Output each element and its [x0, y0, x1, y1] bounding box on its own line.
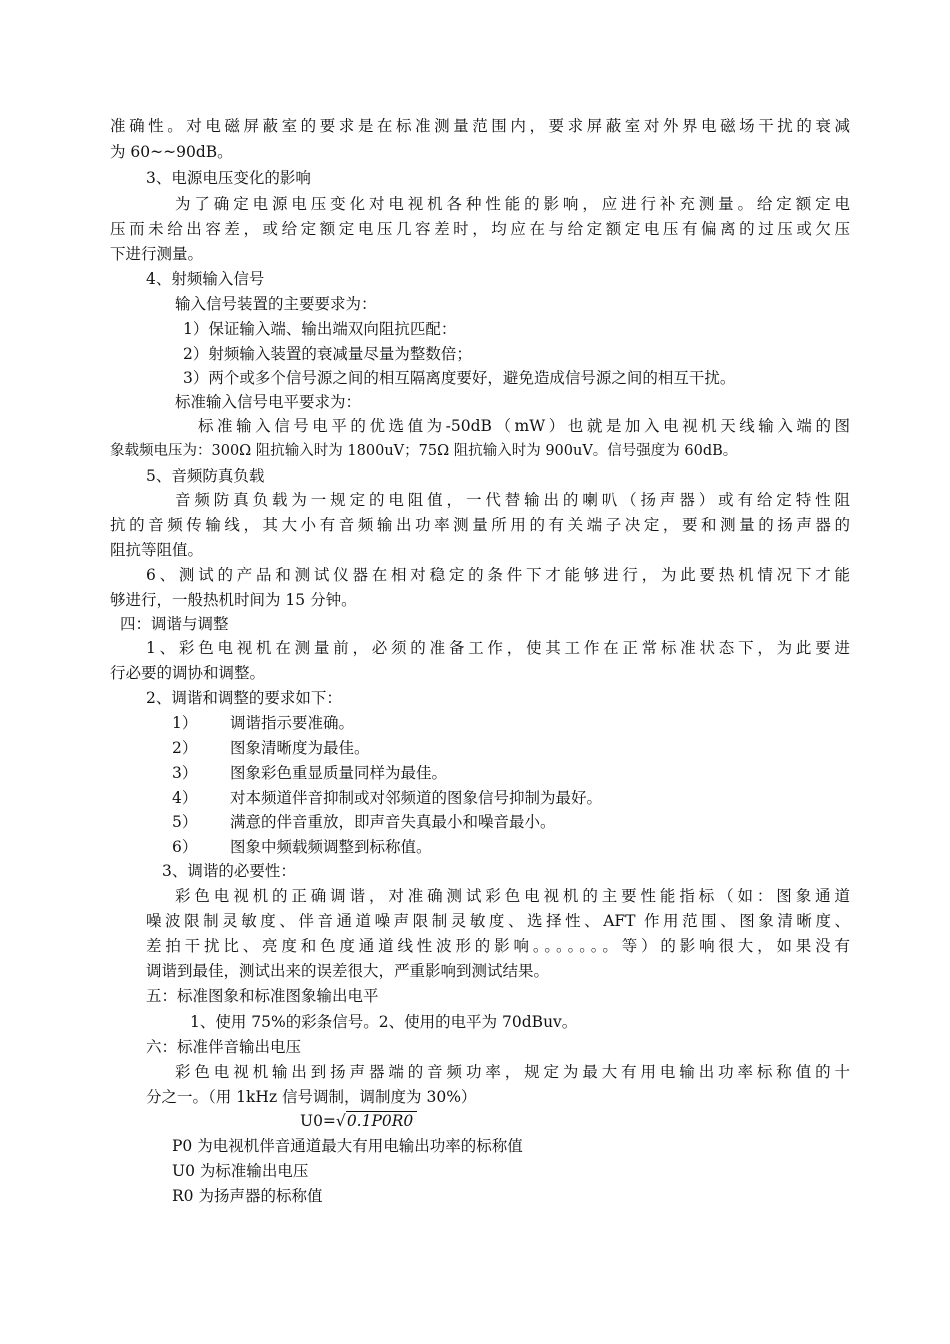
text-line: P0 为电视机伴音通道最大有用电输出功率的标称值 [172, 1137, 523, 1155]
text-line: 调谐到最佳，测试出来的误差很大，严重影响到测试结果。 [146, 962, 550, 980]
formula-radicand: 0.1P0R0 [346, 1111, 417, 1130]
formula-lhs: U0= [300, 1112, 336, 1130]
text-line: 准确性。对电磁屏蔽室的要求是在标准测量范围内，要求屏蔽室对外界电磁场干扰的衰减 [110, 117, 850, 135]
text-line: 象载频电压为：300Ω 阻抗输入时为 1800uV；75Ω 阻抗输入时为 900uV。信号强度为 60dB。 [110, 443, 738, 459]
list-item: 1）保证输入端、输出端双向阻抗匹配： [183, 320, 457, 338]
section-heading: 3、电源电压变化的影响 [146, 169, 311, 187]
list-item: 2） 图象清晰度为最佳。 [172, 739, 370, 757]
text-line: 下进行测量。 [110, 245, 204, 263]
text-line: 1、使用 75%的彩条信号。2、使用的电平为 70dBuv。 [190, 1013, 578, 1031]
list-item: 1） 调谐指示要准确。 [172, 714, 355, 732]
section-heading: 4、射频输入信号 [146, 270, 265, 288]
list-item: 5） 满意的伴音重放，即声音失真最小和噪音最小。 [172, 813, 556, 831]
text-line: 差拍干扰比、亮度和色度通道线性波形的影响。。。。。。。等）的影响很大，如果没有 [146, 937, 850, 955]
text-line: 2、调谐和调整的要求如下： [146, 689, 342, 707]
text-line: 标准输入信号电平要求为： [175, 393, 362, 411]
text-line: 音频防真负载为一规定的电阻值，一代替输出的喇叭（扬声器）或有给定特性阻 [175, 491, 850, 509]
text-line: 彩色电视机的正确调谐，对准确测试彩色电视机的主要性能指标（如：图象通道 [175, 887, 850, 905]
list-item: 3）两个或多个信号源之间的相互隔离度要好，避免造成信号源之间的相互干扰。 [183, 369, 736, 387]
list-item: 6） 图象中频载频调整到标称值。 [172, 838, 432, 856]
section-heading: 四：调谐与调整 [120, 615, 229, 633]
list-item: 3） 图象彩色重显质量同样为最佳。 [172, 764, 448, 782]
text-line: 6、测试的产品和测试仪器在相对稳定的条件下才能够进行，为此要热机情况下才能 [146, 566, 850, 584]
section-heading: 六：标准伴音输出电压 [146, 1038, 302, 1056]
text-line: 彩色电视机输出到扬声器端的音频功率，规定为最大有用电输出功率标称值的十 [175, 1063, 850, 1081]
text-line: 抗的音频传输线，其大小有音频输出功率测量所用的有关端子决定，要和测量的扬声器的 [110, 516, 850, 534]
formula [300, 1109, 417, 1133]
section-heading: 5、音频防真负载 [146, 467, 265, 485]
text-line: 输入信号装置的主要要求为： [175, 295, 377, 313]
text-line: 阻抗等阻值。 [110, 541, 204, 559]
section-heading: 五：标准图象和标准图象输出电平 [146, 987, 379, 1005]
text-line: 1、彩色电视机在测量前，必须的准备工作，使其工作在正常标准状态下，为此要进 [146, 639, 850, 657]
text-line: U0 为标准输出电压 [172, 1162, 309, 1180]
text-line: 噪波限制灵敏度、伴音通道噪声限制灵敏度、选择性、AFT 作用范围、图象清晰度、 [146, 912, 850, 930]
text-line: 为了确定电源电压变化对电视机各种性能的影响，应进行补充测量。给定额定电 [175, 195, 850, 213]
text-line: 分之一。（用 1kHz 信号调制，调制度为 30%） [146, 1088, 477, 1106]
text-line: R0 为扬声器的标称值 [172, 1187, 323, 1205]
list-item: 4） 对本频道伴音抑制或对邻频道的图象信号抑制为最好。 [172, 789, 603, 807]
text-line: 3、调谐的必要性： [162, 862, 296, 880]
list-item: 2）射频输入装置的衰减量尽量为整数倍； [183, 345, 472, 363]
text-line: 压而未给出容差，或给定额定电压几容差时，均应在与给定额定电压有偏离的过压或欠压 [110, 220, 850, 238]
text-line: 够进行，一般热机时间为 15 分钟。 [110, 591, 357, 609]
text-line: 行必要的调协和调整。 [110, 664, 266, 682]
text-line: 为 60~~90dB。 [110, 143, 233, 161]
sqrt-symbol: √ [335, 1112, 346, 1130]
text-line: 标准输入信号电平的优选值为-50dB（mW）也就是加入电视机天线输入端的图 [198, 417, 850, 435]
